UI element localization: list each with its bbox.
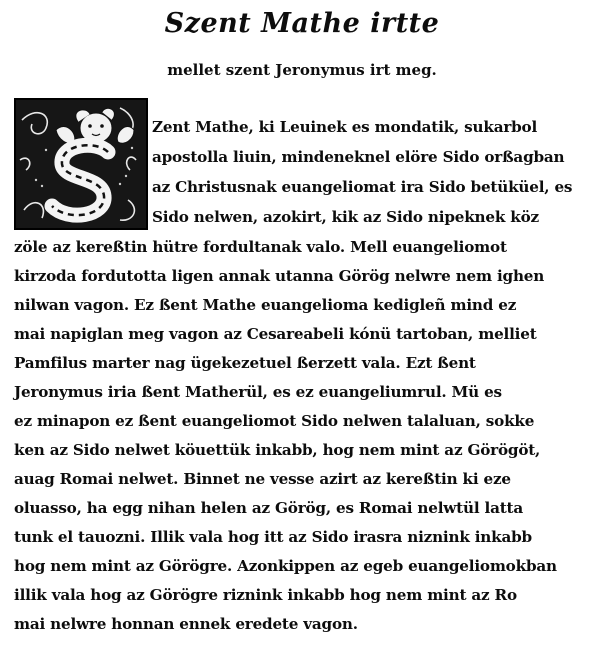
ornamental-initial-s-icon	[14, 98, 148, 230]
text-line: ez minapon ez ßent euangeliomot Sido nelwen talaluan, sokke	[14, 412, 535, 430]
text-line: az Christusnak euangeliomat ira Sido betüküel, es	[152, 178, 573, 196]
text-line: Zent Mathe, ki Leuinek es mondatik, sukarbol	[152, 118, 538, 136]
page-title: Szent Mathe irtte	[164, 8, 440, 39]
text-line: kirzoda fordutotta ligen annak utanna Görög nelwre nem ighen	[14, 267, 545, 285]
text-line: hog nem mint az Görögre. Azonkippen az egeb euangeliomokban	[14, 557, 557, 575]
text-line: nilwan vagon. Ez ßent Mathe euangelioma kedigleñ mind ez	[14, 296, 517, 314]
text-line: mai nelwre honnan ennek eredete vagon.	[14, 615, 358, 633]
text-line: zöle az kereßtin hütre fordultanak valo. Mell euangeliomot	[14, 238, 507, 256]
text-line: auag Romai nelwet. Binnet ne vesse azirt az kereßtin ki eze	[14, 470, 511, 488]
text-line: illik vala hog az Görögre riznink inkabb hog nem mint az Ro	[14, 586, 517, 604]
text-line: Jeronymus iria ßent Matherül, es ez euangeliumrul. Mü es	[14, 383, 502, 401]
text-line: Pamfilus marter nag ügekezetuel ßerzett vala. Ezt ßent	[14, 354, 476, 372]
page-subtitle: mellet szent Jeronymus irt meg.	[167, 61, 437, 79]
text-line: ken az Sido nelwet köuettük inkabb, hog nem mint az Görögöt,	[14, 441, 541, 459]
text-line: oluasso, ha egg nihan helen az Görög, es Romai nelwtül latta	[14, 499, 523, 517]
text-line: tunk el tauozni. Illik vala hog itt az Sido irasra niznink inkabb	[14, 528, 532, 546]
text-line: mai napiglan meg vagon az Cesareabeli kónü tartoban, melliet	[14, 325, 537, 343]
text-line: apostolla liuin, mindeneknel elöre Sido orßagban	[152, 148, 565, 166]
text-line: Sido nelwen, azokirt, kik az Sido nipeknek köz	[152, 208, 539, 226]
